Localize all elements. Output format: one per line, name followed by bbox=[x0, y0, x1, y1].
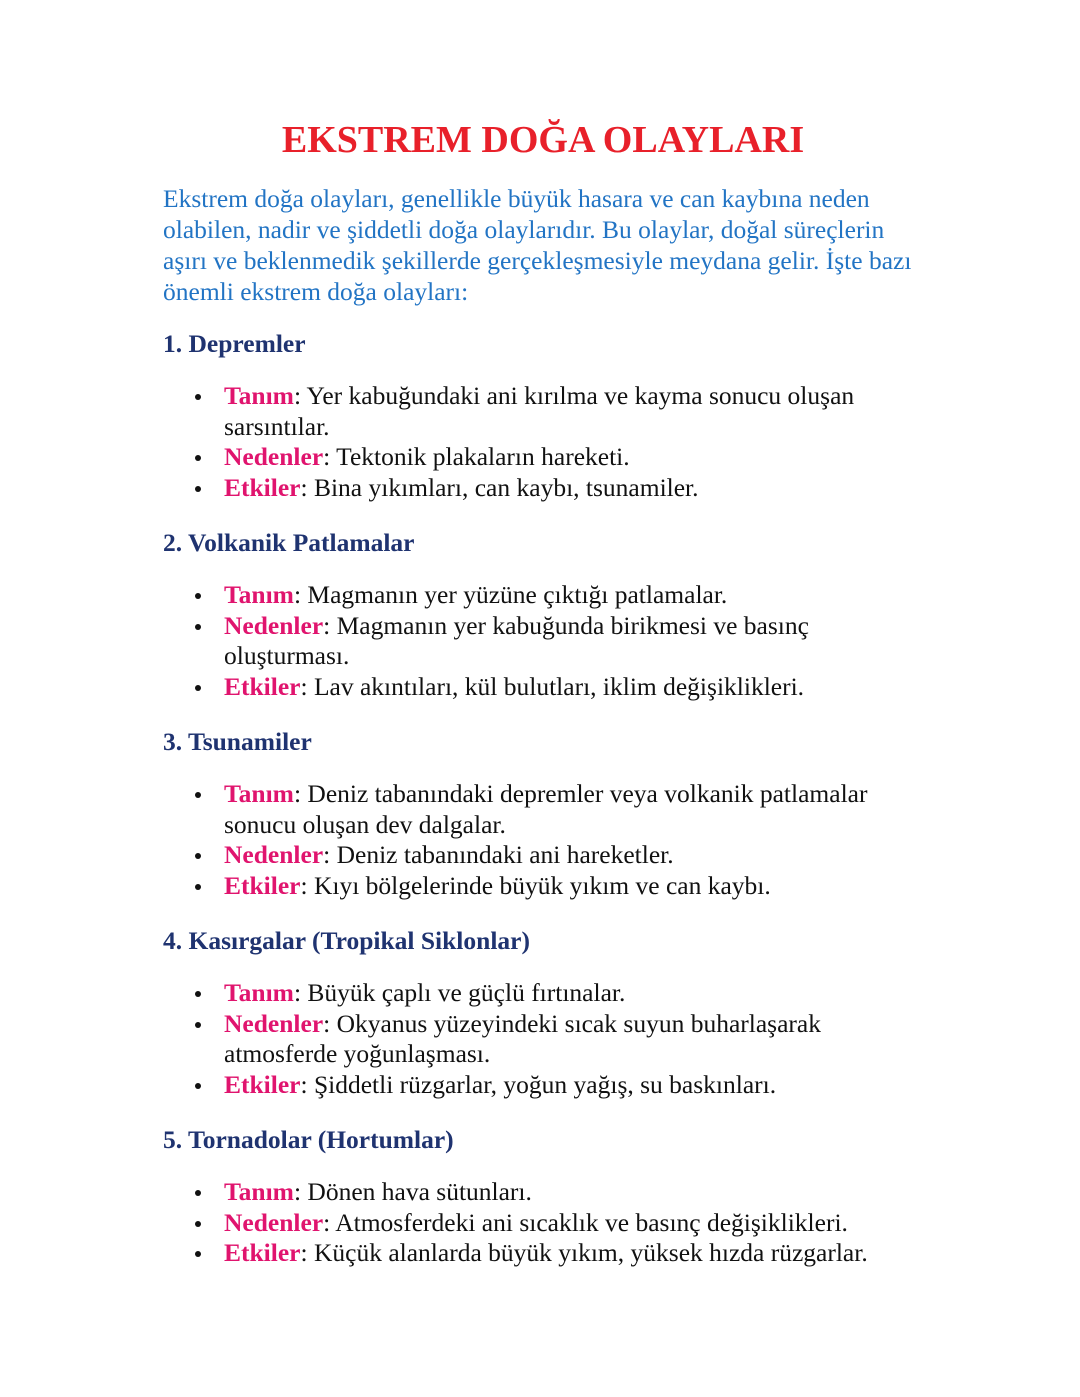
list-item bbox=[163, 1009, 914, 1070]
bullet-icon bbox=[195, 486, 201, 492]
term-separator: : bbox=[293, 779, 302, 808]
term-label: Nedenler bbox=[224, 610, 324, 640]
term-label: Etkiler bbox=[224, 870, 301, 900]
term-separator: : bbox=[300, 1069, 308, 1099]
section-heading: 4. Kasırgalar (Tropikal Siklonlar) bbox=[163, 926, 530, 955]
section-heading: 2. Volkanik Patlamalar bbox=[163, 528, 415, 557]
term-separator: : bbox=[323, 442, 331, 471]
section-heading: 5. Tornadolar (Hortumlar) bbox=[163, 1125, 454, 1154]
term-separator: : bbox=[323, 610, 331, 640]
section-tsunamiler bbox=[163, 726, 923, 901]
bullet-icon bbox=[195, 884, 201, 890]
item-text: Kıyı bölgelerinde büyük yıkım ve can kaybı. bbox=[307, 870, 771, 900]
bullet-icon bbox=[195, 455, 201, 461]
bullet-icon bbox=[195, 685, 201, 691]
item-text: Lav akıntıları, kül bulutları, iklim değişiklikleri. bbox=[307, 671, 805, 701]
term-separator: : bbox=[300, 1238, 308, 1267]
term-separator: : bbox=[300, 472, 308, 502]
bullet-icon bbox=[195, 624, 201, 630]
bullet-list bbox=[163, 381, 923, 503]
item-text: Yer kabuğundaki ani kırılma ve kayma sonucu oluşan sarsıntılar. bbox=[224, 381, 855, 441]
bullet-list bbox=[163, 1177, 923, 1269]
item-text: Küçük alanlarda büyük yıkım, yüksek hızda rüzgarlar. bbox=[307, 1238, 868, 1267]
list-item bbox=[163, 978, 914, 1009]
bullet-list bbox=[163, 580, 923, 702]
item-text: Tektonik plakaların hareketi. bbox=[330, 442, 630, 471]
section-volkanik-patlamalar bbox=[163, 527, 923, 702]
list-item bbox=[163, 1208, 914, 1239]
term-separator: : bbox=[293, 1177, 302, 1206]
term-separator: : bbox=[323, 1207, 331, 1237]
intro-paragraph: Ekstrem doğa olayları, genellikle büyük hasara ve can kaybına neden olabilen, nadir ve şiddetli doğa olaylarıdır. Bu olaylar, doğal süreçlerin aşırı ve beklenmedik şekillerde gerçekleşmesiyle meydana gelir. İşte bazı önemli ekstrem doğa olayları: bbox=[163, 184, 912, 306]
list-item bbox=[163, 672, 914, 703]
item-text: Magmanın yer yüzüne çıktığı patlamalar. bbox=[301, 580, 728, 609]
list-item bbox=[163, 1177, 914, 1208]
list-item bbox=[163, 871, 914, 902]
term-label: Etkiler bbox=[224, 1238, 301, 1267]
term-label: Etkiler bbox=[224, 671, 301, 701]
item-text: Bina yıkımları, can kaybı, tsunamiler. bbox=[307, 472, 699, 502]
term-label: Tanım bbox=[224, 580, 294, 609]
term-separator: : bbox=[293, 580, 302, 609]
term-separator: : bbox=[323, 840, 331, 869]
list-item bbox=[163, 580, 914, 611]
bullet-icon bbox=[195, 1251, 201, 1257]
item-text: Okyanus yüzeyindeki sıcak suyun buharlaşarak atmosferde yoğunlaşması. bbox=[224, 1008, 821, 1068]
item-text: Atmosferdeki ani sıcaklık ve basınç değişiklikleri. bbox=[330, 1207, 848, 1237]
bullet-icon bbox=[195, 593, 201, 599]
term-separator: : bbox=[300, 870, 308, 900]
list-item bbox=[163, 473, 914, 504]
term-separator: : bbox=[293, 978, 302, 1007]
item-text: Magmanın yer kabuğunda birikmesi ve basınç oluşturması. bbox=[224, 610, 809, 670]
list-item bbox=[163, 840, 914, 871]
term-label: Tanım bbox=[224, 779, 294, 808]
item-text: Büyük çaplı ve güçlü fırtınalar. bbox=[301, 978, 626, 1007]
list-item bbox=[163, 1070, 914, 1101]
section-heading: 3. Tsunamiler bbox=[163, 727, 312, 756]
bullet-icon bbox=[195, 1083, 201, 1089]
term-label: Tanım bbox=[224, 1177, 294, 1206]
bullet-icon bbox=[195, 991, 201, 997]
term-separator: : bbox=[323, 1008, 331, 1038]
term-label: Nedenler bbox=[224, 840, 324, 869]
section-depremler bbox=[163, 328, 923, 503]
list-item bbox=[163, 442, 914, 473]
item-text: Şiddetli rüzgarlar, yoğun yağış, su baskınları. bbox=[307, 1069, 777, 1099]
list-item bbox=[163, 611, 914, 672]
term-separator: : bbox=[300, 671, 308, 701]
bullet-icon bbox=[195, 394, 201, 400]
term-label: Nedenler bbox=[224, 1008, 324, 1038]
bullet-icon bbox=[195, 792, 201, 798]
bullet-list bbox=[163, 978, 923, 1100]
bullet-icon bbox=[195, 1221, 201, 1227]
bullet-list bbox=[163, 779, 923, 901]
section-heading: 1. Depremler bbox=[163, 329, 306, 358]
list-item bbox=[163, 779, 914, 840]
bullet-icon bbox=[195, 1190, 201, 1196]
term-label: Etkiler bbox=[224, 472, 301, 502]
page-title: EKSTREM DOĞA OLAYLARI bbox=[281, 119, 805, 161]
term-label: Etkiler bbox=[224, 1069, 301, 1099]
bullet-icon bbox=[195, 853, 201, 859]
list-item bbox=[163, 381, 914, 442]
term-label: Nedenler bbox=[224, 1207, 324, 1237]
item-text: Deniz tabanındaki ani hareketler. bbox=[330, 840, 674, 869]
term-separator: : bbox=[293, 381, 302, 410]
bullet-icon bbox=[195, 1022, 201, 1028]
term-label: Tanım bbox=[224, 978, 294, 1007]
section-kasirgalar bbox=[163, 925, 923, 1100]
term-label: Nedenler bbox=[224, 442, 324, 471]
list-item bbox=[163, 1238, 914, 1269]
section-tornadolar bbox=[163, 1124, 923, 1269]
item-text: Deniz tabanındaki depremler veya volkanik patlamalar sonucu oluşan dev dalgalar. bbox=[224, 779, 868, 839]
term-label: Tanım bbox=[224, 381, 294, 410]
item-text: Dönen hava sütunları. bbox=[301, 1177, 532, 1206]
